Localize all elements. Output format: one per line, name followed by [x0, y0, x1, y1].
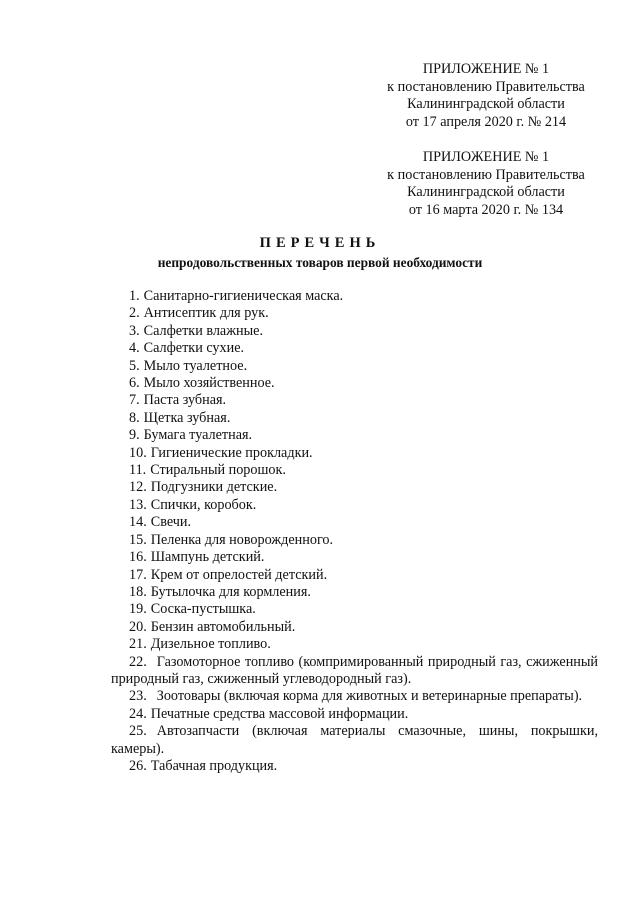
list-item-text: Газомоторное топливо (компримированный природный газ, сжиженный природный газ, сжиженный углеводородный газ). — [111, 653, 598, 687]
document-title: ПЕРЕЧЕНЬ — [259, 235, 381, 251]
list-item-number: 18. — [129, 583, 147, 600]
appendix-date-number: от 17 апреля 2020 г. № 214 — [405, 113, 567, 130]
list-item — [111, 340, 598, 357]
appendix-label: ПРИЛОЖЕНИЕ № 1 — [422, 149, 550, 165]
list-item-text: Бумага туалетная. — [143, 427, 253, 444]
list-item-number: 4. — [129, 340, 140, 357]
list-item — [111, 636, 598, 653]
list-item-text: Гигиенические прокладки. — [150, 444, 313, 461]
list-item-number: 16. — [129, 549, 147, 566]
list-item-number: 2. — [129, 305, 140, 322]
list-item-number: 25. — [129, 723, 147, 740]
list-item-text: Стиральный порошок. — [150, 462, 286, 479]
list-item-number: 7. — [129, 392, 140, 409]
list-item-text: Салфетки сухие. — [143, 340, 245, 357]
list-item-number: 14. — [129, 514, 147, 531]
list-item-text: Санитарно-гигиеническая маска. — [143, 288, 344, 304]
list-item-text: Щетка зубная. — [143, 409, 231, 426]
list-item — [111, 688, 598, 705]
appendix-region: Калининградской области — [407, 184, 565, 200]
list-item-number: 23. — [129, 688, 147, 705]
list-item-text: Бензин автомобильный. — [150, 618, 296, 635]
list-item-number: 1. — [129, 288, 140, 304]
list-item-text: Соска-пустышка. — [150, 601, 256, 618]
list-item-number: 3. — [129, 322, 140, 339]
list-item — [111, 601, 598, 618]
list-item-number: 21. — [129, 636, 147, 653]
list-item-text: Автозапчасти (включая материалы смазочные, шины, покрышки, камеры). — [111, 723, 598, 757]
list-item-number: 26. — [129, 757, 147, 774]
list-item — [111, 654, 598, 689]
appendix-header-current — [356, 61, 616, 131]
goods-list — [111, 288, 598, 775]
list-item — [111, 323, 598, 340]
list-item-text: Спички, коробок. — [150, 496, 257, 513]
list-item — [111, 462, 598, 479]
list-item — [111, 584, 598, 601]
list-item — [111, 427, 598, 444]
list-item-number: 10. — [129, 444, 147, 461]
list-item-text: Подгузники детские. — [150, 479, 278, 496]
list-item-text: Мыло хозяйственное. — [143, 375, 275, 392]
list-item — [111, 567, 598, 584]
list-item — [111, 288, 598, 305]
list-item — [111, 723, 598, 758]
list-item-number: 15. — [129, 531, 147, 548]
list-item-number: 5. — [129, 357, 140, 374]
list-item-number: 11. — [129, 462, 147, 479]
list-item-number: 17. — [129, 566, 147, 583]
list-item — [111, 410, 598, 427]
appendix-region: Калининградской области — [407, 96, 565, 112]
list-item-text: Бутылочка для кормления. — [150, 583, 311, 600]
list-item-number: 22. — [129, 653, 147, 670]
list-item-text: Салфетки влажные. — [143, 322, 263, 339]
list-item — [111, 392, 598, 409]
list-item-number: 24. — [129, 705, 147, 722]
list-item-text: Печатные средства массовой информации. — [150, 705, 409, 722]
list-item-text: Пеленка для новорожденного. — [150, 531, 334, 548]
list-item-text: Антисептик для рук. — [143, 305, 269, 322]
list-item-text: Мыло туалетное. — [143, 357, 248, 374]
list-item — [111, 532, 598, 549]
list-item-number: 9. — [129, 427, 140, 444]
list-item — [111, 758, 598, 775]
list-item-text: Табачная продукция. — [150, 757, 278, 774]
list-item — [111, 479, 598, 496]
list-item-number: 20. — [129, 618, 147, 635]
appendix-resolution: к постановлению Правительства — [387, 78, 585, 95]
list-item-text: Зоотовары (включая корма для животных и ветеринарные препараты). — [156, 688, 583, 705]
list-item — [111, 445, 598, 462]
list-item-text: Дизельное топливо. — [150, 636, 271, 653]
list-item-number: 8. — [129, 409, 140, 426]
list-item — [111, 619, 598, 636]
list-item-text: Паста зубная. — [143, 392, 227, 409]
appendix-date-number: от 16 марта 2020 г. № 134 — [408, 201, 564, 218]
list-item-text: Свечи. — [150, 514, 192, 531]
list-item-number: 12. — [129, 479, 147, 496]
list-item-number: 6. — [129, 375, 140, 392]
list-item-number: 19. — [129, 601, 147, 618]
appendix-label: ПРИЛОЖЕНИЕ № 1 — [422, 61, 550, 77]
list-item — [111, 375, 598, 392]
document-subtitle: непродовольственных товаров первой необходимости — [157, 255, 483, 270]
list-item — [111, 549, 598, 566]
list-item-text: Шампунь детский. — [150, 549, 265, 566]
list-item — [111, 706, 598, 723]
list-item-number: 13. — [129, 496, 147, 513]
list-item — [111, 497, 598, 514]
list-item — [111, 305, 598, 322]
appendix-resolution: к постановлению Правительства — [387, 166, 585, 183]
list-item-text: Крем от опрелостей детский. — [150, 566, 328, 583]
appendix-header-previous — [356, 149, 616, 219]
list-item — [111, 358, 598, 375]
list-item — [111, 514, 598, 531]
